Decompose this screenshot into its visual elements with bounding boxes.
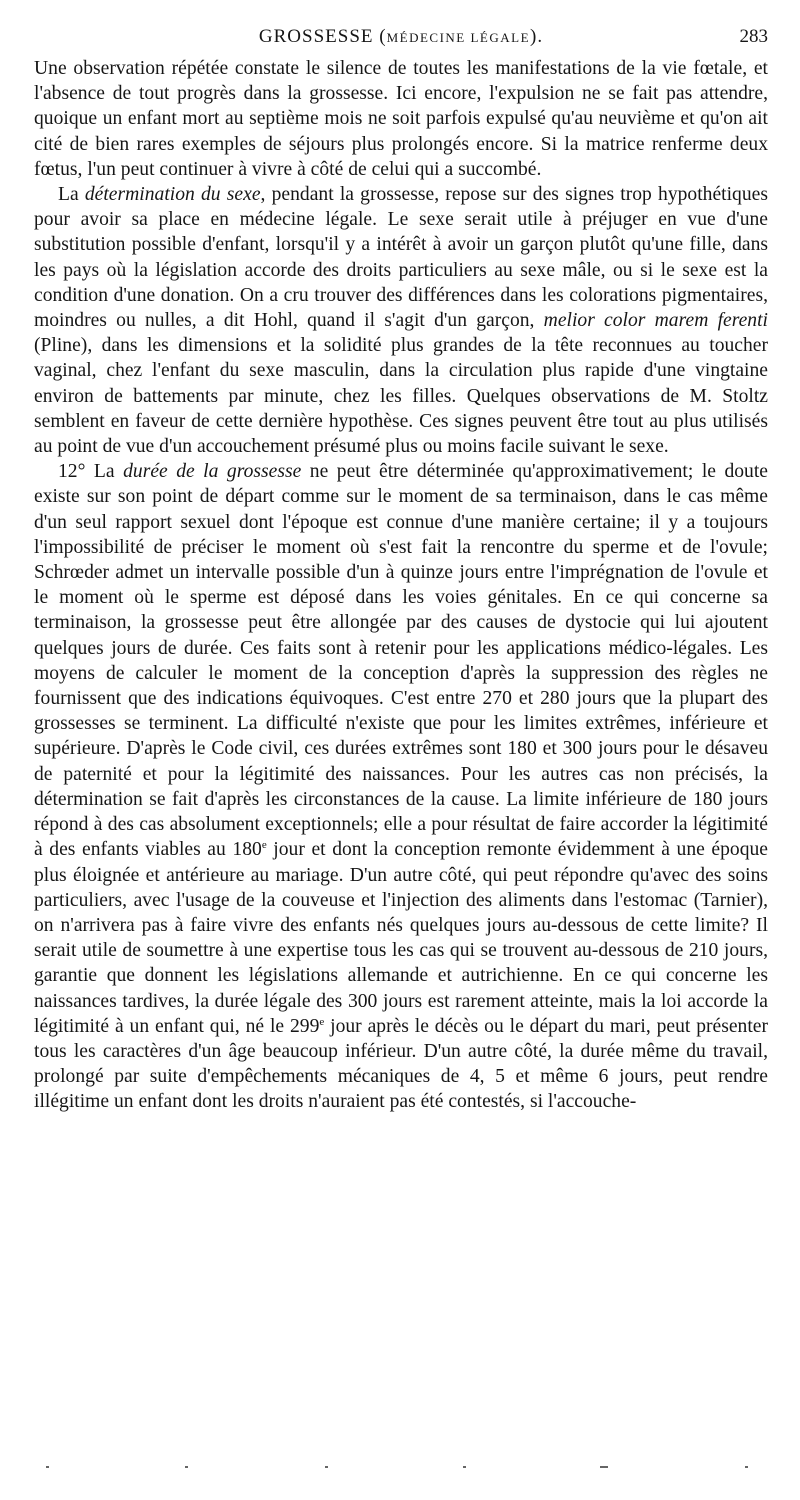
p2-term: détermination du sexe: [84, 184, 261, 206]
paragraph-pregnancy-duration: [34, 459, 768, 1114]
body-text: [34, 56, 768, 1115]
running-title-main: GROSSESSE: [258, 26, 374, 47]
running-head: [34, 26, 768, 56]
speck: [325, 1466, 328, 1468]
p2-text-b: (Pline), dans les dimensions et la solidité plus grandes de la tête reconnues au toucher vaginal, chez l'enfant du sexe masculin, dans la circulation plus rapide d'une vingtaine environ de battements par minute, chez les filles. Quelques observations de M. Stoltz semblent en faveur de cette dernière hypothèse. Ces signes peuvent être tout au plus utilisés au point de vue d'un accouchement présumé plus ou moins facile suivant le sexe.: [34, 335, 768, 458]
running-title: [34, 26, 768, 48]
page-number: 283: [739, 26, 768, 47]
p3-lead: La: [85, 461, 124, 483]
p3-superscript-a: e: [261, 839, 267, 852]
paragraph-fetal-death: Une observation répétée constate le silence de toutes les manifestations de la vie fœtale, et l'absence de tout progrès dans la grossesse. Ici encore, l'expulsion ne se fait pas attendre, quoique un enfant mort au septième mois ne soit parfois expulsé qu'au neuvième et qu'on ait cité de bien rares exemples de séjours plus prolongés encore. Si la matrice renferme deux fœtus, l'un peut continuer à vivre à côté de celui qui a succombé.: [34, 58, 768, 180]
p3-text-b: jour et dont la conception remonte évidemment à une époque plus éloignée et antérieure au mariage. D'un autre côté, qui peut répondre qu'avec des soins particuliers, avec l'usage de la couveuse et l'injection des aliments dans l'estomac (Tarnier), on n'arrivera pas à faire vivre des enfants nés quelques jours au-dessous de cette limite? Il serait utile de soumettre à une expertise tous les cas qui se trouvent au-dessous de 210 jours, garantie que donnent les législations allemande et autrichienne. En ce qui concerne les naissances tardives, la durée légale des 300 jours est rarement atteinte, mais la loi accorde la légitimité à un enfant qui, né le 299: [34, 839, 768, 1037]
section-number: 12°: [58, 461, 86, 483]
p2-lead: La: [58, 184, 85, 206]
p3-superscript-b: e: [319, 1015, 325, 1028]
speck: [600, 1466, 608, 1468]
p2-text-a: , pendant la grossesse, repose sur des signes trop hypothétiques pour avoir sa place en médecine légale. Le sexe serait utile à préjuger en vue d'une substitution possible d'enfant, lorsqu'il y a intérêt à avoir un garçon plutôt qu'une fille, dans les pays où la législation accorde des droits particuliers au sexe mâle, ou si le sexe est la condition d'une donation. On a cru trouver des différences dans les colorations pigmentaires, moindres ou nulles, a dit Hohl, quand il s'agit d'un garçon,: [34, 184, 768, 332]
running-title-open: (: [373, 26, 387, 47]
speck: [745, 1466, 748, 1468]
speck: [463, 1466, 466, 1468]
speck: [185, 1466, 188, 1468]
running-title-close: ).: [530, 26, 544, 47]
running-title-sub: MÉDECINE LÉGALE: [386, 30, 531, 45]
p3-term: durée de la grossesse: [123, 461, 302, 483]
p3-text-a: ne peut être déterminée qu'approximativement; le doute existe sur son point de départ comme sur le moment de sa terminaison, dans le cas même d'un seul rapport sexuel dont l'époque est connue d'une manière certaine; il y a toujours l'impossibilité de préciser le moment où s'est fait la rencontre du sperme et de l'ovule; Schrœder admet un intervalle possible d'un à quinze jours entre l'imprégnation de l'ovule et le moment où le sperme est déposé dans les voies génitales. En ce qui concerne sa terminaison, la grossesse peut être allongée par des causes de dystocie qui lui ajoutent quelques jours de durée. Ces faits sont à retenir pour les applications médico-légales. Les moyens de calculer le moment de la conception d'après la suppression des règles ne fournissent que des indications équivoques. C'est entre 270 et 280 jours que la plupart des grossesses se terminent. La difficulté n'existe que pour les limites extrêmes, inférieure et supérieure. D'après le Code civil, ces durées extrêmes sont 180 et 300 jours pour le désaveu de paternité et pour la légitimité des naissances. Pour les autres cas non précisés, la détermination se fait d'après les circonstances de la cause. La limite inférieure de 180 jours répond à des cas absolument exceptionnels; elle a pour résultat de faire accorder la légitimité à des enfants viables au 180: [34, 461, 768, 861]
book-page: [34, 26, 768, 1115]
p3-text-c: jour après le décès ou le départ du mari, peut présenter tous les caractères d'un âge beaucoup inférieur. D'un autre côté, la durée même du travail, prolongé par suite d'empêchements mécaniques de 4, 5 et même 6 jours, peut rendre illégitime un enfant dont les droits n'auraient pas été contestés, si l'accouche-: [34, 1015, 769, 1113]
speck: [46, 1466, 49, 1468]
paragraph-sex-determination: [34, 182, 768, 459]
print-specks: [0, 1462, 800, 1472]
p2-latin-quote: melior color marem ferenti: [543, 310, 768, 332]
